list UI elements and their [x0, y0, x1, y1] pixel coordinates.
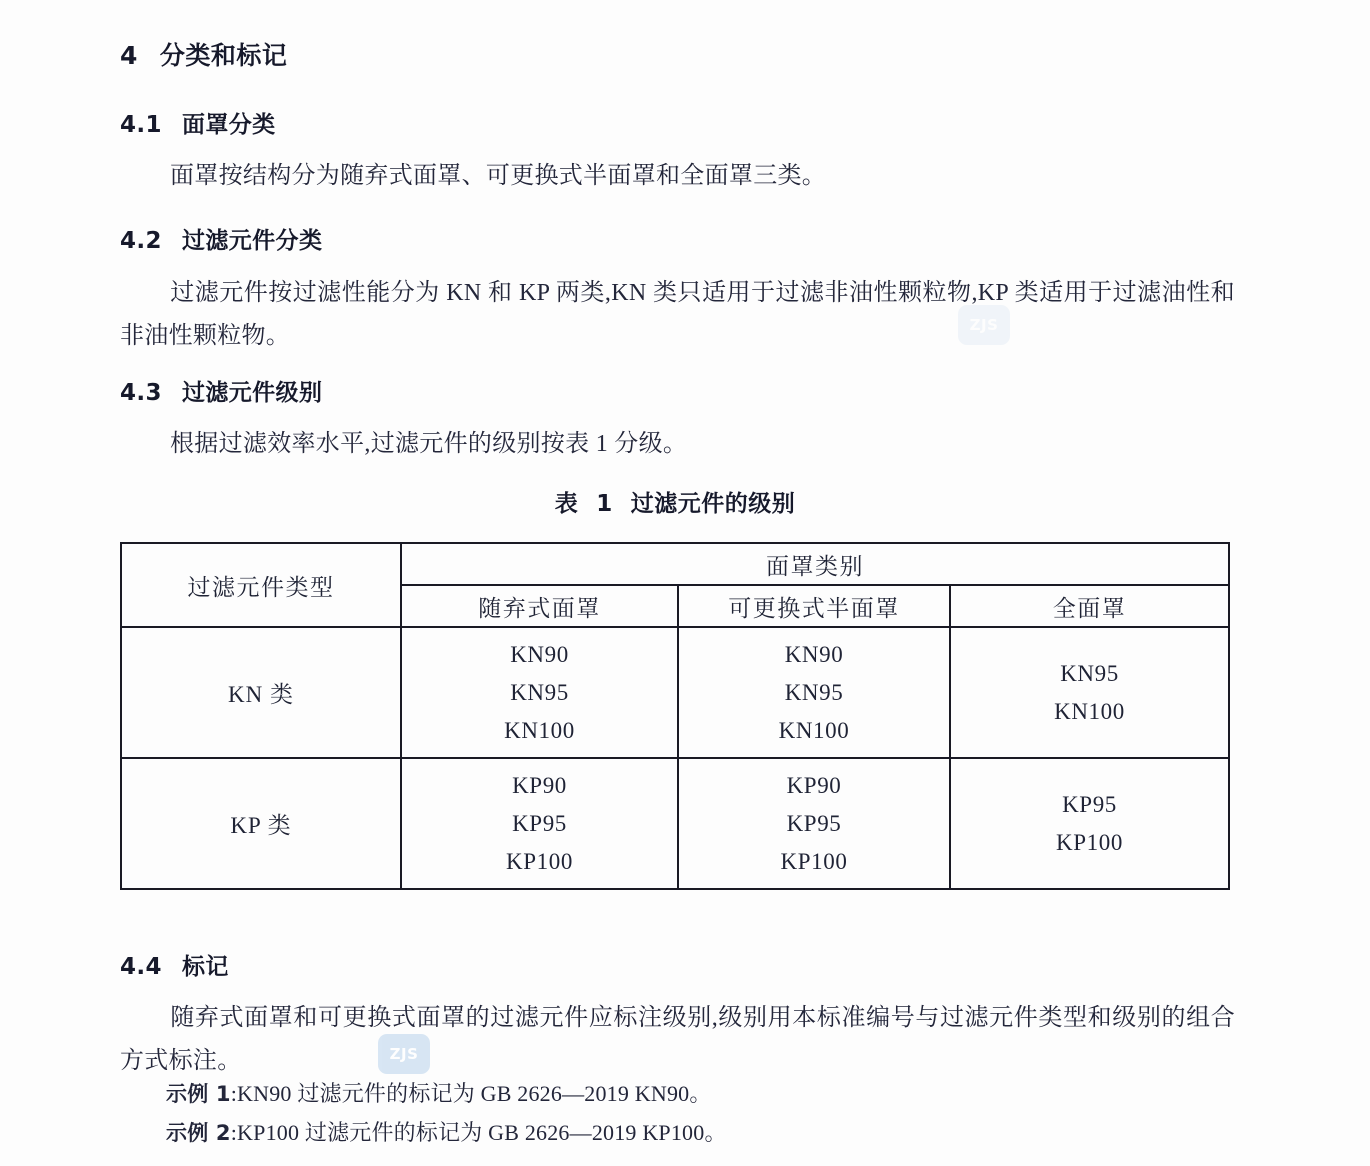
section-heading-4-2: [120, 222, 322, 255]
value: KP100: [1056, 829, 1123, 855]
table-caption: [120, 485, 1230, 518]
value: KN90: [784, 641, 844, 667]
paragraph-4-3-text: 根据过滤效率水平,过滤元件的级别按表 1 分级。: [170, 431, 688, 457]
header-full-face-mask: 全面罩: [950, 585, 1229, 627]
section-4-4-title: 标记: [181, 954, 229, 980]
value: KN95: [510, 679, 569, 705]
header-filter-type: 过滤元件类型: [121, 543, 401, 627]
example-2-text: KP100 过滤元件的标记为 GB 2626—2019 KP100。: [237, 1120, 727, 1145]
section-4-number: 4: [120, 41, 138, 70]
cell-kp-type: KP 类: [121, 758, 401, 889]
section-4-1-title: 面罩分类: [181, 112, 276, 138]
paragraph-4-4: [120, 997, 1235, 1083]
section-4-3-title: 过滤元件级别: [181, 380, 323, 406]
filter-grade-table: [120, 542, 1230, 890]
table-header-row-top: [121, 543, 1229, 585]
section-heading-4-1: [120, 106, 276, 139]
section-4-4-number: 4.4: [120, 954, 162, 980]
table-row-kp: [121, 758, 1229, 889]
value: KN95: [1060, 660, 1119, 686]
value: KP95: [512, 810, 567, 836]
section-heading-4: [120, 36, 287, 72]
cell-kn-replaceable-half: [678, 627, 950, 758]
grade-table-wrapper: [120, 542, 1228, 890]
header-disposable-mask: 随弃式面罩: [401, 585, 678, 627]
watermark-logo: ZJS: [378, 1034, 430, 1074]
value: KN100: [504, 717, 575, 743]
paragraph-4-4-text: 随弃式面罩和可更换式面罩的过滤元件应标注级别,级别用本标准编号与过滤元件类型和级别的组合方式标注。: [120, 1005, 1235, 1074]
cell-kn-disposable: [401, 627, 678, 758]
example-2: [166, 1116, 727, 1147]
table-caption-label: 表: [554, 491, 579, 517]
example-1: [166, 1077, 712, 1108]
example-1-separator: :: [230, 1081, 238, 1106]
table-row-kn: [121, 627, 1229, 758]
value: KP100: [506, 848, 573, 874]
value: KP90: [786, 772, 842, 798]
paragraph-4-2-text: 过滤元件按过滤性能分为 KN 和 KP 两类,KN 类只适用于过滤非油性颗粒物,KP 类适用于过滤油性和非油性颗粒物。: [120, 280, 1235, 349]
paragraph-4-1: [120, 155, 1235, 198]
value: KN100: [1054, 698, 1125, 724]
example-2-separator: :: [230, 1120, 238, 1145]
example-1-label: 示例 1: [166, 1082, 231, 1106]
section-4-3-number: 4.3: [120, 380, 162, 406]
section-4-2-title: 过滤元件分类: [181, 228, 323, 254]
header-replaceable-half-mask: 可更换式半面罩: [678, 585, 950, 627]
cell-kp-disposable: [401, 758, 678, 889]
section-heading-4-3: [120, 374, 322, 407]
example-2-label: 示例 2: [166, 1121, 231, 1145]
value: KP100: [780, 848, 848, 874]
table-caption-number: 1: [596, 491, 613, 517]
section-4-1-number: 4.1: [120, 112, 162, 138]
example-1-text: KN90 过滤元件的标记为 GB 2626—2019 KN90。: [237, 1081, 712, 1106]
value: KP95: [1062, 791, 1117, 817]
cell-kp-full-face: [950, 758, 1229, 889]
value: KN90: [510, 641, 569, 667]
paragraph-4-3: [120, 423, 1235, 466]
section-4-title: 分类和标记: [159, 41, 288, 70]
paragraph-4-1-text: 面罩按结构分为随弃式面罩、可更换式半面罩和全面罩三类。: [170, 163, 827, 189]
cell-kp-replaceable-half: [678, 758, 950, 889]
table-caption-title: 过滤元件的级别: [630, 491, 796, 517]
section-heading-4-4: [120, 948, 229, 981]
cell-kn-type: KN 类: [121, 627, 401, 758]
value: KP95: [786, 810, 842, 836]
section-4-2-number: 4.2: [120, 228, 162, 254]
watermark-logo-faint: ZJS: [958, 305, 1010, 345]
value: KN95: [784, 679, 844, 705]
paragraph-4-2: [120, 272, 1235, 358]
header-mask-category: 面罩类别: [401, 543, 1229, 585]
value: KP90: [512, 772, 567, 798]
value: KN100: [778, 717, 850, 743]
cell-kn-full-face: [950, 627, 1229, 758]
